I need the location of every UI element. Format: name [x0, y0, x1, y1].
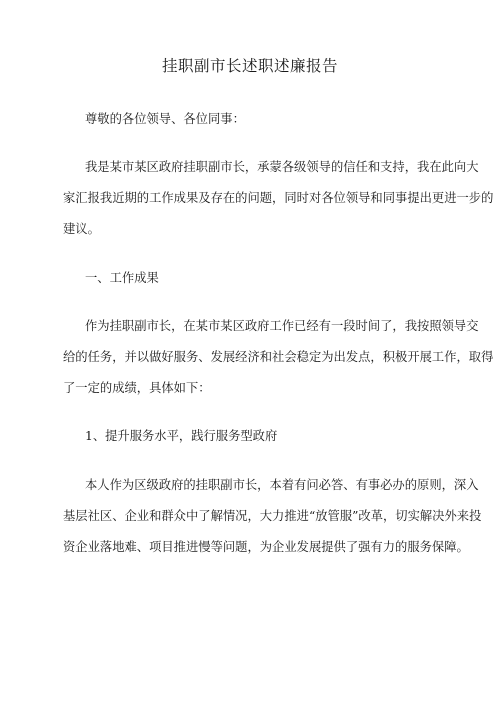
subsection1-line-1: 本人作为区级政府的挂职副市长，本着有问必答、有事必办的原则，深入 — [85, 478, 479, 492]
subsection-heading: 1、提升服务水平，践行服务型政府 — [85, 429, 278, 443]
subsection1-line-2: 基层社区、企业和群众中了解情况，大力推进“放管服”改革，切实解决外来投 — [63, 509, 482, 523]
document-title: 挂职副市长述职述廉报告 — [161, 57, 338, 75]
section1-line-1: 作为挂职副市长，在某市某区政府工作已经有一段时间了，我按照领导交 — [85, 319, 479, 333]
greeting: 尊敬的各位领导、各位同事： — [85, 112, 245, 126]
intro-line-2: 家汇报我近期的工作成果及存在的问题，同时对各位领导和同事提出更进一步的 — [63, 191, 494, 205]
intro-line-3: 建议。 — [63, 222, 100, 236]
subsection1-line-3: 资企业落地难、项目推进慢等问题，为企业发展提供了强有力的服务保障。 — [63, 540, 469, 554]
section-heading: 一、工作成果 — [85, 271, 159, 285]
section1-line-2: 给的任务，并以做好服务、发展经济和社会稳定为出发点，积极开展工作，取得 — [63, 350, 494, 364]
section1-line-3: 了一定的成绩，具体如下： — [63, 381, 211, 395]
intro-line-1: 我是某市某区政府挂职副市长，承蒙各级领导的信任和支持，我在此向大 — [85, 160, 479, 174]
